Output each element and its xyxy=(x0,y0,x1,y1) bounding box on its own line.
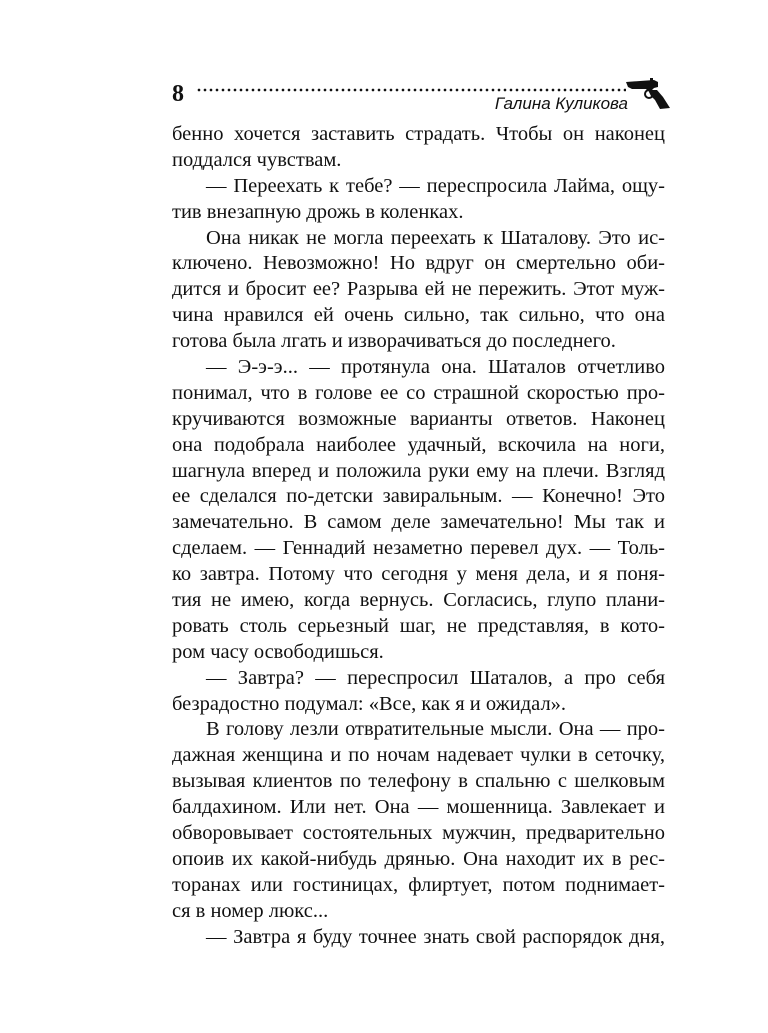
text-line: дится и бросит ее? Разрыва ей не пережить. Этот муж- xyxy=(172,278,665,301)
text-line: тив внезапную дрожь в коленках. xyxy=(172,200,464,223)
text-line: — Завтра? — переспросил Шаталов, а про себя xyxy=(206,666,665,689)
text-line: ся в номер люкс... xyxy=(172,899,329,922)
text-line: чина нравился ей очень сильно, так сильно, что она xyxy=(172,304,665,327)
running-author: Галина Куликова xyxy=(494,94,628,113)
text-line: ровать столь серьезный шаг, не представляя, в кото- xyxy=(172,614,665,637)
text-line: шагнула вперед и положила руки ему на плечи. Взгляд xyxy=(172,459,665,482)
text-line: безрадостно подумал: «Все, как я и ожидал». xyxy=(172,692,567,715)
page-number: 8 xyxy=(172,81,184,107)
text-line: сделаем. — Геннадий незаметно перевел дух. — Толь- xyxy=(172,537,665,560)
text-line: — Завтра я буду точнее знать свой распорядок дня, xyxy=(206,925,665,948)
text-line: замечательно. В самом деле замечательно! Мы так и xyxy=(172,511,665,534)
text-line: торанах или гостиницах, флиртует, потом поднимает- xyxy=(172,873,665,896)
text-line: — Э-э-э... — протянула она. Шаталов отчетливо xyxy=(206,356,665,379)
text-line: В голову лезли отвратительные мысли. Она — про- xyxy=(206,718,665,741)
text-line: Она никак не могла переехать к Шаталову. Это ис- xyxy=(206,226,665,249)
text-line: опоив их какой-нибудь дрянью. Она находит их в рес- xyxy=(172,847,665,870)
body-text xyxy=(172,122,665,951)
dotted-rule xyxy=(196,88,626,92)
text-line: ром часу освободишься. xyxy=(172,640,384,663)
text-line: кручиваются возможные варианты ответов. Наконец xyxy=(172,407,665,430)
text-line: понимал, что в голове ее со страшной скоростью про- xyxy=(172,381,665,404)
text-line: обворовывает состоятельных мужчин, предварительно xyxy=(172,822,665,845)
text-line: готова была лгать и изворачиваться до последнего. xyxy=(172,330,616,353)
text-line: тия не имею, когда вернусь. Согласись, глупо плани- xyxy=(172,589,665,612)
text-line: поддался чувствам. xyxy=(172,148,342,171)
text-line: дажная женщина и по ночам надевает чулки в сеточку, xyxy=(172,744,665,767)
text-line: она подобрала наиболее удачный, вскочила на ноги, xyxy=(172,433,665,456)
text-line: вызывая клиентов по телефону в спальню с шелковым xyxy=(172,770,665,793)
text-line: ключено. Невозможно! Но вдруг он смертельно оби- xyxy=(172,252,665,275)
text-line: балдахином. Или нет. Она — мошенница. Завлекает и xyxy=(172,796,665,819)
running-header xyxy=(172,78,672,118)
text-line: бенно хочется заставить страдать. Чтобы он наконец xyxy=(172,123,665,145)
revolver-icon xyxy=(624,78,670,110)
text-line: ее сделался по-детски завиральным. — Конечно! Это xyxy=(172,485,665,508)
text-line: — Переехать к тебе? — переспросила Лайма, ощу- xyxy=(206,174,665,197)
text-line: ко завтра. Потому что сегодня у меня дела, и я поня- xyxy=(172,563,665,586)
